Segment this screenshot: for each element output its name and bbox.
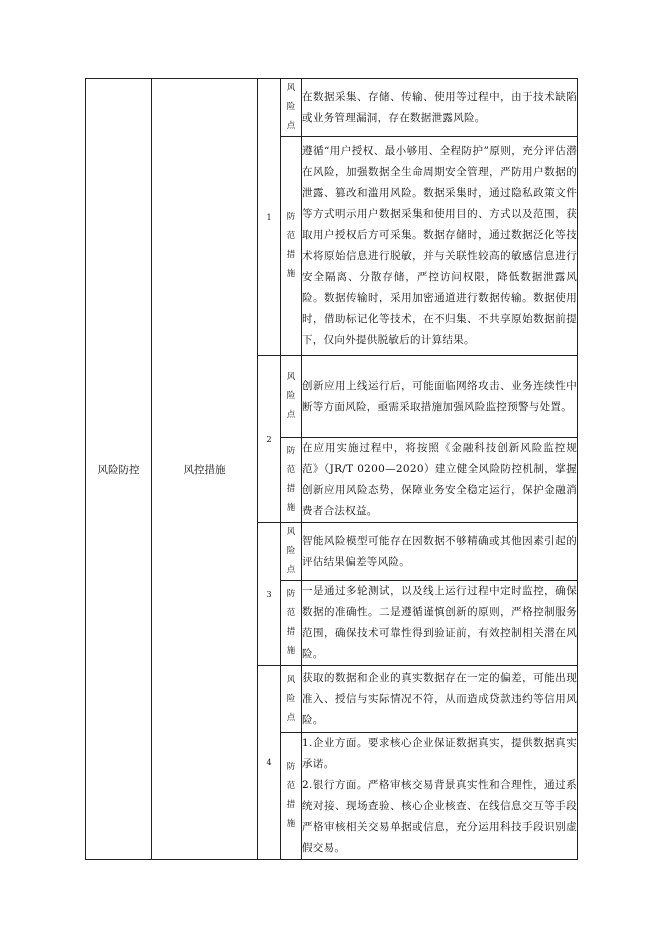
- prevention-item: 1.企业方面。要求核心企业保证数据真实，提供数据真实承诺。: [302, 737, 577, 770]
- prevention-text: 在应用实施过程中，将按照《金融科技创新风险监控规范》（JR/T 0200—2020）建立健全风险防控机制，掌握创新应用风险态势，保障业务安全稳定运行，保护金融消费者合法权益。: [302, 438, 578, 523]
- prevention-label: 防 范 措 施: [281, 137, 302, 356]
- subcategory-cell: 风控措施: [152, 79, 258, 860]
- row-number: 2: [258, 356, 281, 523]
- risk-point-text: 创新应用上线运行后，可能面临网络攻击、业务连续性中断等方面风险，亟需采取措施加强风险监控预警与处置。: [302, 356, 578, 438]
- risk-point-label: 风 险 点: [281, 356, 302, 438]
- risk-control-table: [85, 78, 578, 860]
- risk-point-label: 风 险 点: [281, 79, 302, 137]
- risk-point-label: 风 险 点: [281, 666, 302, 733]
- prevention-text: [302, 733, 578, 860]
- risk-point-text: 获取的数据和企业的真实数据存在一定的偏差，可能出现准入、授信与实际情况不符，从而造成贷款违约等信用风险。: [302, 666, 578, 733]
- row-number: 4: [258, 666, 281, 860]
- prevention-label: 防 范 措 施: [281, 581, 302, 666]
- prevention-item: 2.银行方面。严格审核交易背景真实性和合理性，通过系统对接、现场查验、核心企业核查、在线信息交互等手段严格审核相关交易单据或信息，充分运用科技手段识别虚假交易。: [302, 779, 577, 854]
- prevention-text: 一是通过多轮测试，以及线上运行过程中定时监控，确保数据的准确性。二是遵循谨慎创新的原则，严格控制服务范围，确保技术可靠性得到验证前，有效控制相关潜在风险。: [302, 581, 578, 666]
- risk-point-text: 智能风险模型可能存在因数据不够精确或其他因素引起的评估结果偏差等风险。: [302, 523, 578, 581]
- prevention-label: 防 范 措 施: [281, 438, 302, 523]
- risk-point-text: 在数据采集、存储、传输、使用等过程中，由于技术缺陷或业务管理漏洞，存在数据泄露风险。: [302, 79, 578, 137]
- prevention-text: 遵循“用户授权、最小够用、全程防护”原则，充分评估潜在风险，加强数据全生命周期安全管理，严防用户数据的泄露、篡改和滥用风险。数据采集时，通过隐私政策文件等方式明示用户数据采集和使用目的、方式以及范围，获取用户授权后方可采集。数据存储时，通过数据泛化等技术将原始信息进行脱敏，并与关联性较高的敏感信息进行安全隔离、分散存储，严控访问权限，降低数据泄露风险。数据传输时，采用加密通道进行数据传输。数据使用时，借助标记化等技术，在不归集、不共享原始数据前提下，仅向外提供脱敏后的计算结果。: [302, 137, 578, 356]
- row-number: 1: [258, 79, 281, 356]
- prevention-label: 防 范 措 施: [281, 733, 302, 860]
- risk-point-label: 风 险 点: [281, 523, 302, 581]
- row-number: 3: [258, 523, 281, 666]
- category-cell: 风险防控: [86, 79, 152, 860]
